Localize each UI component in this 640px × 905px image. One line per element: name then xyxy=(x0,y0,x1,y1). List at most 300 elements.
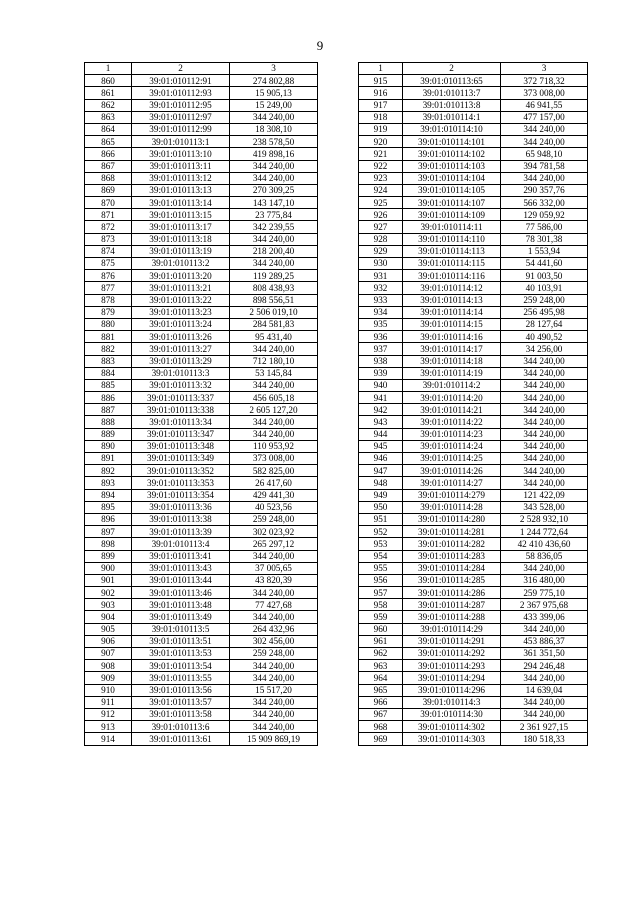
value-cell: 15 517,20 xyxy=(230,684,318,696)
table-row xyxy=(85,111,318,123)
row-number-cell: 882 xyxy=(85,343,132,355)
row-number-cell: 917 xyxy=(359,99,403,111)
cadastral-number-cell: 39:01:010114:280 xyxy=(403,513,501,525)
value-cell: 15 249,00 xyxy=(230,99,318,111)
table-row xyxy=(359,209,588,221)
row-number-cell: 934 xyxy=(359,306,403,318)
cadastral-number-cell: 39:01:010114:279 xyxy=(403,489,501,501)
row-number-cell: 905 xyxy=(85,623,132,635)
value-cell: 361 351,50 xyxy=(501,648,588,660)
value-cell: 344 240,00 xyxy=(230,172,318,184)
table-row xyxy=(85,209,318,221)
table-row xyxy=(85,270,318,282)
row-number-cell: 869 xyxy=(85,184,132,196)
row-number-cell: 920 xyxy=(359,136,403,148)
value-cell: 34 256,00 xyxy=(501,343,588,355)
row-number-cell: 861 xyxy=(85,87,132,99)
value-cell: 344 240,00 xyxy=(501,392,588,404)
row-number-cell: 969 xyxy=(359,733,403,745)
value-cell: 344 240,00 xyxy=(501,379,588,391)
cadastral-number-cell: 39:01:010113:3 xyxy=(132,367,230,379)
value-cell: 14 639,04 xyxy=(501,684,588,696)
table-row xyxy=(359,233,588,245)
cadastral-number-cell: 39:01:010113:55 xyxy=(132,672,230,684)
table-row xyxy=(359,245,588,257)
row-number-cell: 951 xyxy=(359,513,403,525)
table-header-row xyxy=(359,63,588,75)
row-number-cell: 908 xyxy=(85,660,132,672)
table-row xyxy=(359,733,588,745)
cadastral-number-cell: 39:01:010113:347 xyxy=(132,428,230,440)
table-row xyxy=(359,99,588,111)
cadastral-number-cell: 39:01:010114:103 xyxy=(403,160,501,172)
row-number-cell: 864 xyxy=(85,123,132,135)
table-row xyxy=(85,660,318,672)
table-row xyxy=(85,233,318,245)
table-row xyxy=(85,184,318,196)
value-cell: 110 953,92 xyxy=(230,440,318,452)
cadastral-number-cell: 39:01:010113:49 xyxy=(132,611,230,623)
table-row xyxy=(359,148,588,160)
value-cell: 344 240,00 xyxy=(230,696,318,708)
table-row xyxy=(85,318,318,330)
cadastral-number-cell: 39:01:010114:294 xyxy=(403,672,501,684)
value-cell: 344 240,00 xyxy=(501,440,588,452)
table-row xyxy=(359,721,588,733)
value-cell: 180 518,33 xyxy=(501,733,588,745)
value-cell: 40 103,91 xyxy=(501,282,588,294)
table-row xyxy=(85,306,318,318)
row-number-cell: 898 xyxy=(85,538,132,550)
row-number-cell: 958 xyxy=(359,599,403,611)
value-cell: 121 422,09 xyxy=(501,489,588,501)
value-cell: 95 431,40 xyxy=(230,331,318,343)
cadastral-number-cell: 39:01:010113:57 xyxy=(132,696,230,708)
row-number-cell: 962 xyxy=(359,648,403,660)
value-cell: 344 240,00 xyxy=(230,660,318,672)
value-cell: 40 523,56 xyxy=(230,501,318,513)
cadastral-number-cell: 39:01:010113:21 xyxy=(132,282,230,294)
row-number-cell: 923 xyxy=(359,172,403,184)
table-row xyxy=(85,123,318,135)
value-cell: 15 909 869,19 xyxy=(230,733,318,745)
cadastral-number-cell: 39:01:010114:283 xyxy=(403,550,501,562)
cadastral-number-cell: 39:01:010114:101 xyxy=(403,136,501,148)
table-row xyxy=(359,550,588,562)
cadastral-number-cell: 39:01:010113:12 xyxy=(132,172,230,184)
row-number-cell: 899 xyxy=(85,550,132,562)
table-row xyxy=(85,477,318,489)
value-cell: 898 556,51 xyxy=(230,294,318,306)
value-cell: 344 240,00 xyxy=(230,587,318,599)
row-number-cell: 913 xyxy=(85,721,132,733)
row-number-cell: 925 xyxy=(359,197,403,209)
value-cell: 373 008,00 xyxy=(501,87,588,99)
row-number-cell: 943 xyxy=(359,416,403,428)
table-row xyxy=(85,599,318,611)
cadastral-number-cell: 39:01:010114:115 xyxy=(403,258,501,270)
table-row xyxy=(359,331,588,343)
value-cell: 54 441,60 xyxy=(501,258,588,270)
row-number-cell: 950 xyxy=(359,501,403,513)
cadastral-number-cell: 39:01:010114:12 xyxy=(403,282,501,294)
cadastral-number-cell: 39:01:010113:354 xyxy=(132,489,230,501)
row-number-cell: 879 xyxy=(85,306,132,318)
value-cell: 429 441,30 xyxy=(230,489,318,501)
table-row xyxy=(85,416,318,428)
table-row xyxy=(359,538,588,550)
value-cell: 274 802,88 xyxy=(230,75,318,87)
row-number-cell: 942 xyxy=(359,404,403,416)
value-cell: 259 775,10 xyxy=(501,587,588,599)
cadastral-number-cell: 39:01:010114:107 xyxy=(403,197,501,209)
table-row xyxy=(359,392,588,404)
value-cell: 43 820,39 xyxy=(230,574,318,586)
table-row xyxy=(85,623,318,635)
cadastral-number-cell: 39:01:010114:26 xyxy=(403,465,501,477)
row-number-cell: 936 xyxy=(359,331,403,343)
row-number-cell: 866 xyxy=(85,148,132,160)
table-row xyxy=(359,501,588,513)
cadastral-number-cell: 39:01:010114:286 xyxy=(403,587,501,599)
table-row xyxy=(85,587,318,599)
table-row xyxy=(359,648,588,660)
row-number-cell: 964 xyxy=(359,672,403,684)
table-row xyxy=(359,379,588,391)
row-number-cell: 954 xyxy=(359,550,403,562)
value-cell: 77 427,68 xyxy=(230,599,318,611)
table-row xyxy=(359,270,588,282)
row-number-cell: 880 xyxy=(85,318,132,330)
row-number-cell: 897 xyxy=(85,526,132,538)
cadastral-number-cell: 39:01:010114:24 xyxy=(403,440,501,452)
table-row xyxy=(85,684,318,696)
value-cell: 582 825,00 xyxy=(230,465,318,477)
table-row xyxy=(85,148,318,160)
cadastral-number-cell: 39:01:010114:13 xyxy=(403,294,501,306)
row-number-cell: 922 xyxy=(359,160,403,172)
row-number-cell: 889 xyxy=(85,428,132,440)
value-cell: 18 308,10 xyxy=(230,123,318,135)
value-cell: 344 240,00 xyxy=(501,708,588,720)
table-row xyxy=(359,611,588,623)
cadastral-number-cell: 39:01:010113:32 xyxy=(132,379,230,391)
table-row xyxy=(359,221,588,233)
value-cell: 456 605,18 xyxy=(230,392,318,404)
value-cell: 302 456,00 xyxy=(230,635,318,647)
cadastral-number-cell: 39:01:010114:19 xyxy=(403,367,501,379)
cadastral-number-cell: 39:01:010113:39 xyxy=(132,526,230,538)
cadastral-number-cell: 39:01:010113:18 xyxy=(132,233,230,245)
value-cell: 2 528 932,10 xyxy=(501,513,588,525)
row-number-cell: 895 xyxy=(85,501,132,513)
table-row xyxy=(359,136,588,148)
row-number-cell: 863 xyxy=(85,111,132,123)
value-cell: 344 240,00 xyxy=(501,477,588,489)
table-row xyxy=(359,660,588,672)
row-number-cell: 914 xyxy=(85,733,132,745)
table-row xyxy=(85,331,318,343)
table-row xyxy=(85,672,318,684)
cadastral-number-cell: 39:01:010114:110 xyxy=(403,233,501,245)
row-number-cell: 952 xyxy=(359,526,403,538)
table-row xyxy=(359,428,588,440)
row-number-cell: 860 xyxy=(85,75,132,87)
cadastral-number-cell: 39:01:010113:48 xyxy=(132,599,230,611)
row-number-cell: 965 xyxy=(359,684,403,696)
cadastral-number-cell: 39:01:010113:58 xyxy=(132,708,230,720)
cadastral-number-cell: 39:01:010113:22 xyxy=(132,294,230,306)
table-row xyxy=(85,611,318,623)
table-row xyxy=(359,416,588,428)
value-cell: 264 432,96 xyxy=(230,623,318,635)
table-row xyxy=(359,672,588,684)
cadastral-number-cell: 39:01:010114:293 xyxy=(403,660,501,672)
value-cell: 344 240,00 xyxy=(230,343,318,355)
value-cell: 143 147,10 xyxy=(230,197,318,209)
table-row xyxy=(85,453,318,465)
table-row xyxy=(359,684,588,696)
cadastral-number-cell: 39:01:010113:17 xyxy=(132,221,230,233)
registry-table-right xyxy=(358,62,588,746)
column-header-number: 1 xyxy=(359,63,403,75)
row-number-cell: 884 xyxy=(85,367,132,379)
table-row xyxy=(359,294,588,306)
row-number-cell: 910 xyxy=(85,684,132,696)
cadastral-number-cell: 39:01:010114:104 xyxy=(403,172,501,184)
cadastral-number-cell: 39:01:010113:38 xyxy=(132,513,230,525)
cadastral-number-cell: 39:01:010113:337 xyxy=(132,392,230,404)
value-cell: 302 023,92 xyxy=(230,526,318,538)
cadastral-number-cell: 39:01:010114:292 xyxy=(403,648,501,660)
cadastral-number-cell: 39:01:010113:46 xyxy=(132,587,230,599)
cadastral-number-cell: 39:01:010114:105 xyxy=(403,184,501,196)
value-cell: 290 357,76 xyxy=(501,184,588,196)
row-number-cell: 959 xyxy=(359,611,403,623)
cadastral-number-cell: 39:01:010114:113 xyxy=(403,245,501,257)
value-cell: 53 145,84 xyxy=(230,367,318,379)
cadastral-number-cell: 39:01:010114:11 xyxy=(403,221,501,233)
cadastral-number-cell: 39:01:010114:15 xyxy=(403,318,501,330)
value-cell: 344 240,00 xyxy=(501,367,588,379)
table-row xyxy=(85,160,318,172)
table-row xyxy=(85,648,318,660)
table-row xyxy=(359,489,588,501)
table-row xyxy=(359,708,588,720)
table-row xyxy=(85,294,318,306)
page-number: 9 xyxy=(316,38,324,53)
value-cell: 344 240,00 xyxy=(501,453,588,465)
row-number-cell: 948 xyxy=(359,477,403,489)
value-cell: 259 248,00 xyxy=(230,513,318,525)
cadastral-number-cell: 39:01:010113:349 xyxy=(132,453,230,465)
row-number-cell: 878 xyxy=(85,294,132,306)
column-header-number: 1 xyxy=(85,63,132,75)
value-cell: 26 417,60 xyxy=(230,477,318,489)
cadastral-number-cell: 39:01:010114:20 xyxy=(403,392,501,404)
value-cell: 2 367 975,68 xyxy=(501,599,588,611)
value-cell: 58 836,05 xyxy=(501,550,588,562)
row-number-cell: 961 xyxy=(359,635,403,647)
table-row xyxy=(359,258,588,270)
cadastral-number-cell: 39:01:010114:16 xyxy=(403,331,501,343)
cadastral-number-cell: 39:01:010113:34 xyxy=(132,416,230,428)
row-number-cell: 901 xyxy=(85,574,132,586)
cadastral-number-cell: 39:01:010114:22 xyxy=(403,416,501,428)
cadastral-number-cell: 39:01:010113:26 xyxy=(132,331,230,343)
value-cell: 28 127,64 xyxy=(501,318,588,330)
cadastral-number-cell: 39:01:010113:56 xyxy=(132,684,230,696)
table-row xyxy=(85,136,318,148)
cadastral-number-cell: 39:01:010114:102 xyxy=(403,148,501,160)
table-row xyxy=(359,184,588,196)
row-number-cell: 933 xyxy=(359,294,403,306)
value-cell: 477 157,00 xyxy=(501,111,588,123)
table-row xyxy=(359,123,588,135)
table-row xyxy=(85,245,318,257)
cadastral-number-cell: 39:01:010114:2 xyxy=(403,379,501,391)
table-row xyxy=(85,550,318,562)
column-header-value: 3 xyxy=(501,63,588,75)
value-cell: 2 506 019,10 xyxy=(230,306,318,318)
column-header-cadastral: 2 xyxy=(132,63,230,75)
row-number-cell: 931 xyxy=(359,270,403,282)
table-row xyxy=(85,282,318,294)
row-number-cell: 939 xyxy=(359,367,403,379)
table-row xyxy=(85,172,318,184)
table-row xyxy=(359,635,588,647)
value-cell: 270 309,25 xyxy=(230,184,318,196)
cadastral-number-cell: 39:01:010112:95 xyxy=(132,99,230,111)
row-number-cell: 887 xyxy=(85,404,132,416)
cadastral-number-cell: 39:01:010113:27 xyxy=(132,343,230,355)
value-cell: 344 240,00 xyxy=(230,416,318,428)
row-number-cell: 937 xyxy=(359,343,403,355)
cadastral-number-cell: 39:01:010113:43 xyxy=(132,562,230,574)
table-row xyxy=(85,258,318,270)
row-number-cell: 872 xyxy=(85,221,132,233)
cadastral-number-cell: 39:01:010113:5 xyxy=(132,623,230,635)
row-number-cell: 873 xyxy=(85,233,132,245)
cadastral-number-cell: 39:01:010114:285 xyxy=(403,574,501,586)
table-row xyxy=(85,392,318,404)
row-number-cell: 932 xyxy=(359,282,403,294)
cadastral-number-cell: 39:01:010113:61 xyxy=(132,733,230,745)
table-row xyxy=(85,87,318,99)
value-cell: 344 240,00 xyxy=(230,721,318,733)
table-row xyxy=(359,513,588,525)
value-cell: 284 581,83 xyxy=(230,318,318,330)
registry-table-left xyxy=(84,62,318,746)
row-number-cell: 926 xyxy=(359,209,403,221)
value-cell: 91 003,50 xyxy=(501,270,588,282)
row-number-cell: 955 xyxy=(359,562,403,574)
value-cell: 344 240,00 xyxy=(501,696,588,708)
cadastral-number-cell: 39:01:010114:27 xyxy=(403,477,501,489)
cadastral-number-cell: 39:01:010113:14 xyxy=(132,197,230,209)
value-cell: 2 361 927,15 xyxy=(501,721,588,733)
value-cell: 342 239,55 xyxy=(230,221,318,233)
cadastral-number-cell: 39:01:010114:29 xyxy=(403,623,501,635)
table-row xyxy=(85,343,318,355)
cadastral-number-cell: 39:01:010114:291 xyxy=(403,635,501,647)
cadastral-number-cell: 39:01:010113:4 xyxy=(132,538,230,550)
cadastral-number-cell: 39:01:010113:1 xyxy=(132,136,230,148)
table-row xyxy=(359,111,588,123)
value-cell: 372 718,32 xyxy=(501,75,588,87)
cadastral-number-cell: 39:01:010114:25 xyxy=(403,453,501,465)
table-row xyxy=(359,343,588,355)
value-cell: 294 246,48 xyxy=(501,660,588,672)
value-cell: 344 240,00 xyxy=(230,160,318,172)
value-cell: 344 240,00 xyxy=(230,428,318,440)
table-row xyxy=(359,197,588,209)
row-number-cell: 953 xyxy=(359,538,403,550)
table-row xyxy=(359,306,588,318)
table-row xyxy=(85,404,318,416)
value-cell: 344 240,00 xyxy=(501,465,588,477)
table-row xyxy=(359,477,588,489)
cadastral-number-cell: 39:01:010113:15 xyxy=(132,209,230,221)
value-cell: 566 332,00 xyxy=(501,197,588,209)
value-cell: 77 586,00 xyxy=(501,221,588,233)
cadastral-number-cell: 39:01:010113:51 xyxy=(132,635,230,647)
row-number-cell: 927 xyxy=(359,221,403,233)
cadastral-number-cell: 39:01:010112:97 xyxy=(132,111,230,123)
cadastral-number-cell: 39:01:010113:348 xyxy=(132,440,230,452)
table-row xyxy=(85,465,318,477)
value-cell: 419 898,16 xyxy=(230,148,318,160)
value-cell: 46 941,55 xyxy=(501,99,588,111)
cadastral-number-cell: 39:01:010114:302 xyxy=(403,721,501,733)
row-number-cell: 941 xyxy=(359,392,403,404)
cadastral-number-cell: 39:01:010114:30 xyxy=(403,708,501,720)
row-number-cell: 944 xyxy=(359,428,403,440)
cadastral-number-cell: 39:01:010113:23 xyxy=(132,306,230,318)
table-row xyxy=(85,696,318,708)
row-number-cell: 886 xyxy=(85,392,132,404)
cadastral-number-cell: 39:01:010113:44 xyxy=(132,574,230,586)
row-number-cell: 935 xyxy=(359,318,403,330)
row-number-cell: 945 xyxy=(359,440,403,452)
row-number-cell: 892 xyxy=(85,465,132,477)
table-row xyxy=(359,465,588,477)
table-row xyxy=(85,721,318,733)
cadastral-number-cell: 39:01:010114:23 xyxy=(403,428,501,440)
cadastral-number-cell: 39:01:010113:19 xyxy=(132,245,230,257)
value-cell: 344 240,00 xyxy=(501,428,588,440)
value-cell: 23 775,84 xyxy=(230,209,318,221)
row-number-cell: 867 xyxy=(85,160,132,172)
cadastral-number-cell: 39:01:010114:1 xyxy=(403,111,501,123)
value-cell: 256 495,98 xyxy=(501,306,588,318)
row-number-cell: 870 xyxy=(85,197,132,209)
value-cell: 259 248,00 xyxy=(230,648,318,660)
row-number-cell: 885 xyxy=(85,379,132,391)
table-row xyxy=(359,367,588,379)
cadastral-number-cell: 39:01:010113:13 xyxy=(132,184,230,196)
value-cell: 316 480,00 xyxy=(501,574,588,586)
row-number-cell: 963 xyxy=(359,660,403,672)
value-cell: 65 948,10 xyxy=(501,148,588,160)
row-number-cell: 911 xyxy=(85,696,132,708)
table-row xyxy=(85,513,318,525)
value-cell: 344 240,00 xyxy=(501,123,588,135)
row-number-cell: 916 xyxy=(359,87,403,99)
value-cell: 42 410 436,60 xyxy=(501,538,588,550)
value-cell: 394 781,58 xyxy=(501,160,588,172)
cadastral-number-cell: 39:01:010114:21 xyxy=(403,404,501,416)
